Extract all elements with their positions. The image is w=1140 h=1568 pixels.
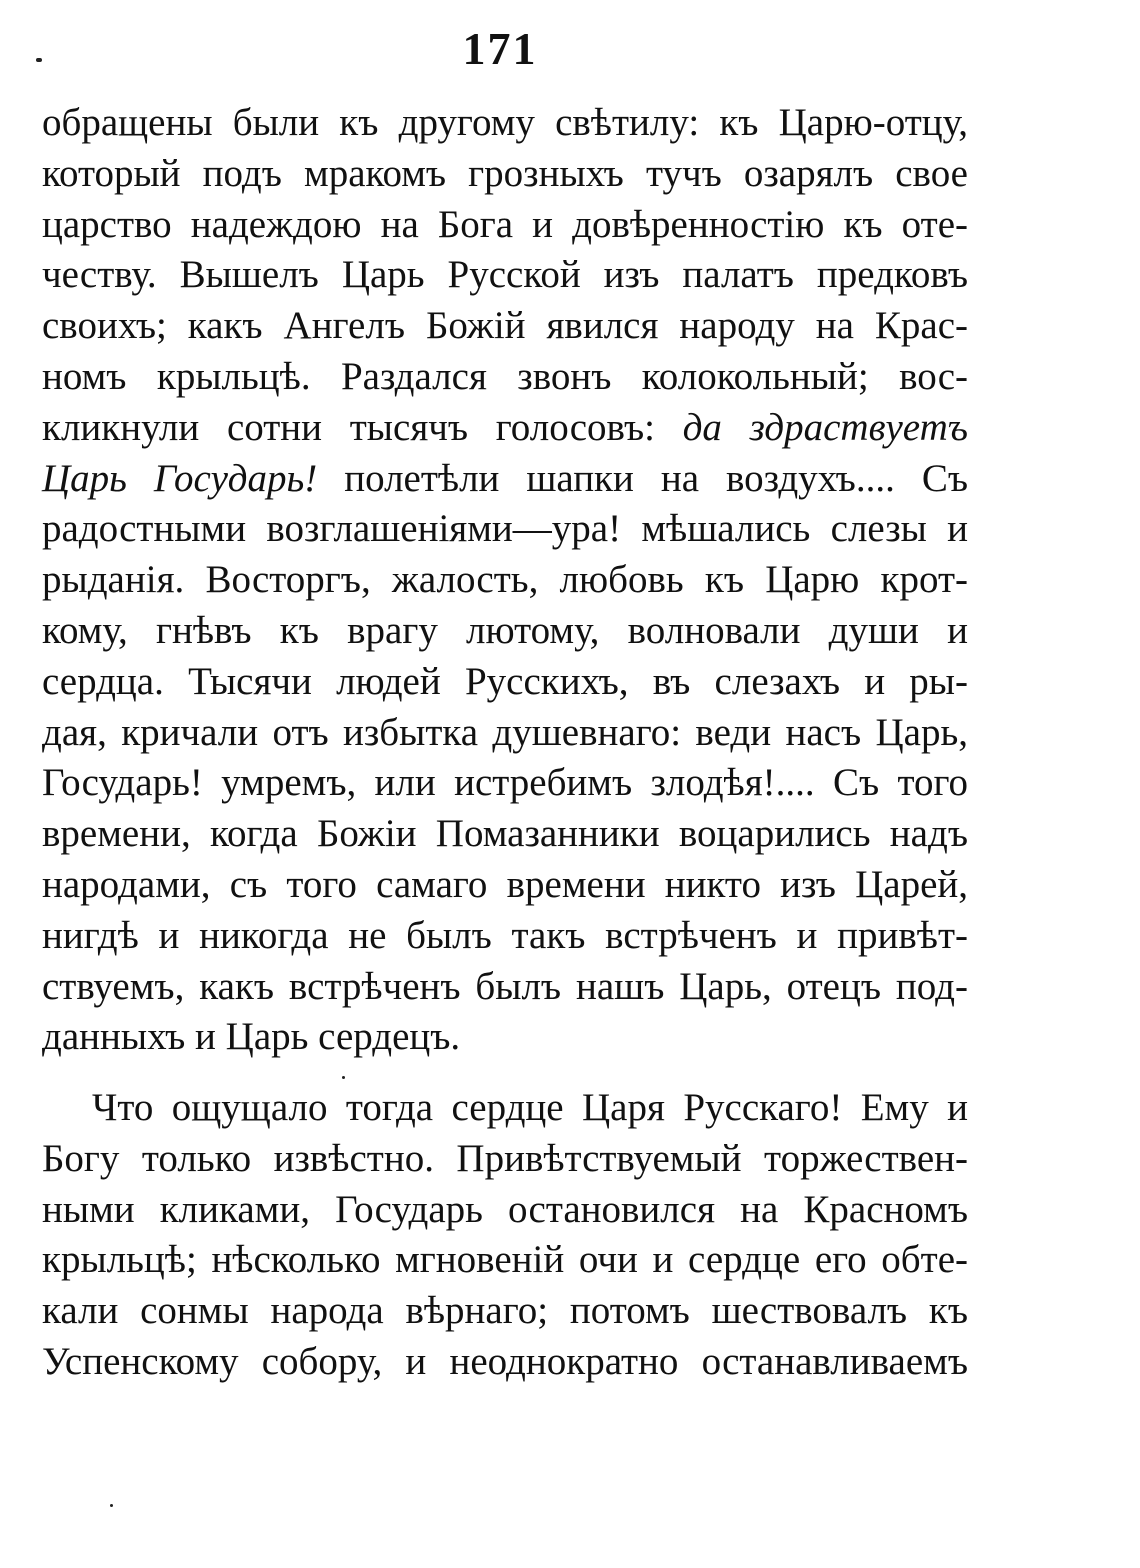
- ink-speck: [110, 1504, 113, 1507]
- page-number: 171: [462, 23, 538, 74]
- text-line: кали сонмы народа вѣрнаго; потомъ шествовалъ къ: [42, 1289, 968, 1333]
- text-line: времени, когда Божіи Помазанники воцарились надъ: [42, 812, 968, 856]
- paragraph-2: [42, 1083, 968, 1388]
- text-line: крыльцѣ; нѣсколько мгновеній очи и сердце его обте-: [42, 1238, 968, 1282]
- text-line: Богу только извѣстно. Привѣтствуемый торжествен-: [42, 1136, 968, 1180]
- text-line: царство надеждою на Бога и довѣренностію къ оте-: [42, 202, 968, 246]
- italic-phrase: да здраствуетъ: [682, 405, 969, 449]
- text-line-mixed: [42, 403, 968, 454]
- text-line-mixed: [42, 454, 968, 505]
- text-line: Успенскому собору, и неоднократно останавливаемъ: [42, 1339, 968, 1383]
- italic-phrase: Царь Государь!: [42, 456, 318, 500]
- text-line: народами, съ того самаго времени никто изъ Царей,: [42, 862, 968, 906]
- text-line: ствуемъ, какъ встрѣченъ былъ нашъ Царь, отецъ под-: [42, 964, 968, 1008]
- text-line: который подъ мракомъ грозныхъ тучъ озарялъ свое: [42, 151, 968, 195]
- text-line: кому, гнѣвъ къ врагу лютому, волновали души и: [42, 608, 968, 652]
- text-line: сердца. Тысячи людей Русскихъ, въ слезахъ и ры-: [42, 659, 968, 703]
- text-segment: кликнули сотни тысячъ голосовъ:: [42, 405, 655, 449]
- text-line: Что ощущало тогда сердце Царя Русскаго! Ему и: [92, 1086, 968, 1129]
- text-line: нигдѣ и никогда не былъ такъ встрѣченъ и привѣт-: [42, 913, 968, 957]
- text-line: обращены были къ другому свѣтилу: къ Царю-отцу,: [42, 101, 968, 144]
- text-line: рыданія. Восторгъ, жалость, любовь къ Царю крот-: [42, 558, 968, 602]
- text-line: дая, кричали отъ избытка душевнаго: веди насъ Царь,: [42, 710, 968, 754]
- text-line: ными кликами, Государь остановился на Красномъ: [42, 1187, 968, 1231]
- paragraph-1: [42, 98, 968, 1063]
- text-line: Государь! умремъ, или истребимъ злодѣя!.... Съ того: [42, 761, 968, 805]
- text-line: честву. Вышелъ Царь Русской изъ палатъ предковъ: [42, 253, 968, 297]
- text-line: номъ крыльцѣ. Раздался звонъ колокольный; вос-: [42, 354, 968, 398]
- text-line: своихъ; какъ Ангелъ Божій явился народу на Крас-: [42, 304, 968, 348]
- text-segment: полетѣли шапки на воздухъ.... Съ: [344, 456, 968, 500]
- text-line: радостными возглашеніями—ура! мѣшались слезы и: [42, 507, 968, 551]
- ink-speck: [342, 1076, 345, 1079]
- text-line: данныхъ и Царь сердецъ.: [42, 1015, 461, 1059]
